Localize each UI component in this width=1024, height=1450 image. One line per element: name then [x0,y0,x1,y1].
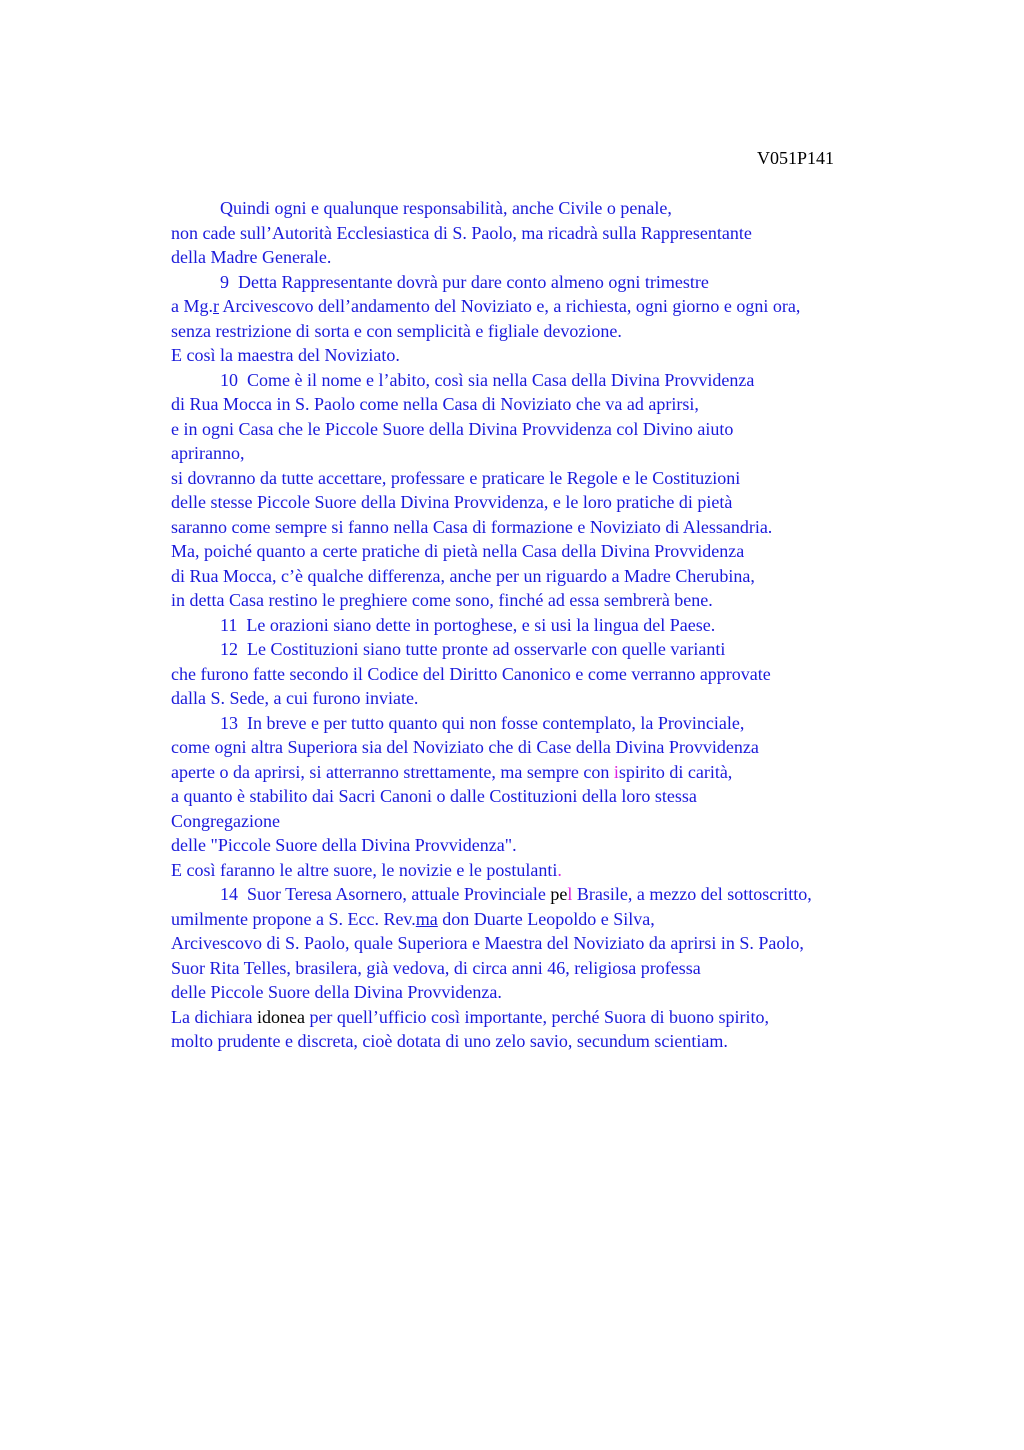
text-line: si dovranno da tutte accettare, professare e praticare le Regole e le Costituzioni [171,467,741,488]
text-segment: La dichiara [171,1006,257,1027]
text-segment: per quell’ufficio così importante, perché Suora di buono spirito, [304,1006,769,1027]
document-body [171,196,931,1054]
text-line: delle "Piccole Suore della Divina Provvidenza". [171,835,517,855]
text-line: che furono fatte secondo il Codice del Diritto Canonico e come verranno approvate [171,663,771,684]
highlighted-character: i [613,761,619,782]
text-line: 11 Le orazioni siano dette in portoghese, e si usi la lingua del Paese. [220,614,716,635]
text-line [171,858,931,883]
text-line: Suor Rita Telles, brasilera, già vedova, di circa anni 46, religiosa professa [171,957,701,978]
black-text-segment: pe [550,884,568,904]
text-line: 9 Detta Rappresentante dovrà pur dare conto almeno ogni trimestre [220,271,709,292]
text-line: molto prudente e discreta, cioè dotata di uno zelo savio, secundum scientiam. [171,1031,728,1051]
text-line: in detta Casa restino le preghiere come sono, finché ad essa sembrerà bene. [171,590,713,610]
underlined-abbreviation: r [213,296,219,316]
text-line: non cade sull’Autorità Ecclesiastica di S. Paolo, ma ricadrà sulla Rappresentante [171,222,752,243]
text-line [171,760,931,785]
text-line: E così la maestra del Noviziato. [171,345,400,365]
text-segment: don Duarte Leopoldo e Silva, [437,908,655,929]
text-line: e in ogni Casa che le Piccole Suore della Divina Provvidenza col Divino aiuto [171,418,734,439]
underlined-abbreviation: ma [415,908,438,929]
text-line: apriranno, [171,443,245,463]
text-line: 10 Come è il nome e l’abito, così sia nella Casa della Divina Provvidenza [220,369,755,390]
text-line: senza restrizione di sorta e con semplicità e figliale devozione. [171,320,622,341]
text-line: Ma, poiché quanto a certe pratiche di pietà nella Casa della Divina Provvidenza [171,541,745,561]
text-line: Quindi ogni e qualunque responsabilità, anche Civile o penale, [220,198,672,218]
text-segment: 14 Suor Teresa Asornero, attuale Provinciale [220,884,551,904]
text-line [171,1005,931,1030]
text-line: delle Piccole Suore della Divina Provvidenza. [171,982,502,1002]
text-line: dalla S. Sede, a cui furono inviate. [171,688,419,708]
text-segment: spirito di carità, [618,761,733,782]
text-line: Arcivescovo di S. Paolo, quale Superiora e Maestra del Noviziato da aprirsi in S. Paolo, [171,933,804,953]
text-segment: Arcivescovo dell’andamento del Noviziato e, a richiesta, ogni giorno e ogni ora, [219,296,801,316]
text-line [171,907,931,932]
highlighted-character: l [567,884,573,904]
text-line: a quanto è stabilito dai Sacri Canoni o dalle Costituzioni della loro stessa [171,786,697,806]
black-text-segment: idonea [256,1006,305,1027]
text-line: Congregazione [171,810,280,831]
page-identifier: V051P141 [757,148,835,168]
text-line [171,882,931,907]
text-line: di Rua Mocca, c’è qualche differenza, anche per un riguardo a Madre Cherubina, [171,565,755,586]
text-line: della Madre Generale. [171,247,332,267]
text-segment: aperte o da aprirsi, si atterranno strettamente, ma sempre con [171,761,614,782]
text-line: delle stesse Piccole Suore della Divina Provvidenza, e le loro pratiche di pietà [171,492,733,512]
highlighted-character: . [557,859,562,880]
text-segment: a Mg. [171,296,213,316]
text-line [171,294,931,319]
text-line: 12 Le Costituzioni siano tutte pronte ad osservarle con quelle varianti [220,639,726,659]
text-line: come ogni altra Superiora sia del Noviziato che di Case della Divina Provvidenza [171,737,759,757]
text-line: 13 In breve e per tutto quanto qui non fosse contemplato, la Provinciale, [220,712,745,733]
text-line: di Rua Mocca in S. Paolo come nella Casa di Noviziato che va ad aprirsi, [171,394,699,414]
text-segment: E così faranno le altre suore, le novizie e le postulanti [171,859,558,880]
text-line: saranno come sempre si fanno nella Casa di formazione e Noviziato di Alessandria. [171,516,773,537]
text-segment: umilmente propone a S. Ecc. Rev. [171,908,416,929]
text-segment: Brasile, a mezzo del sottoscritto, [572,884,812,904]
